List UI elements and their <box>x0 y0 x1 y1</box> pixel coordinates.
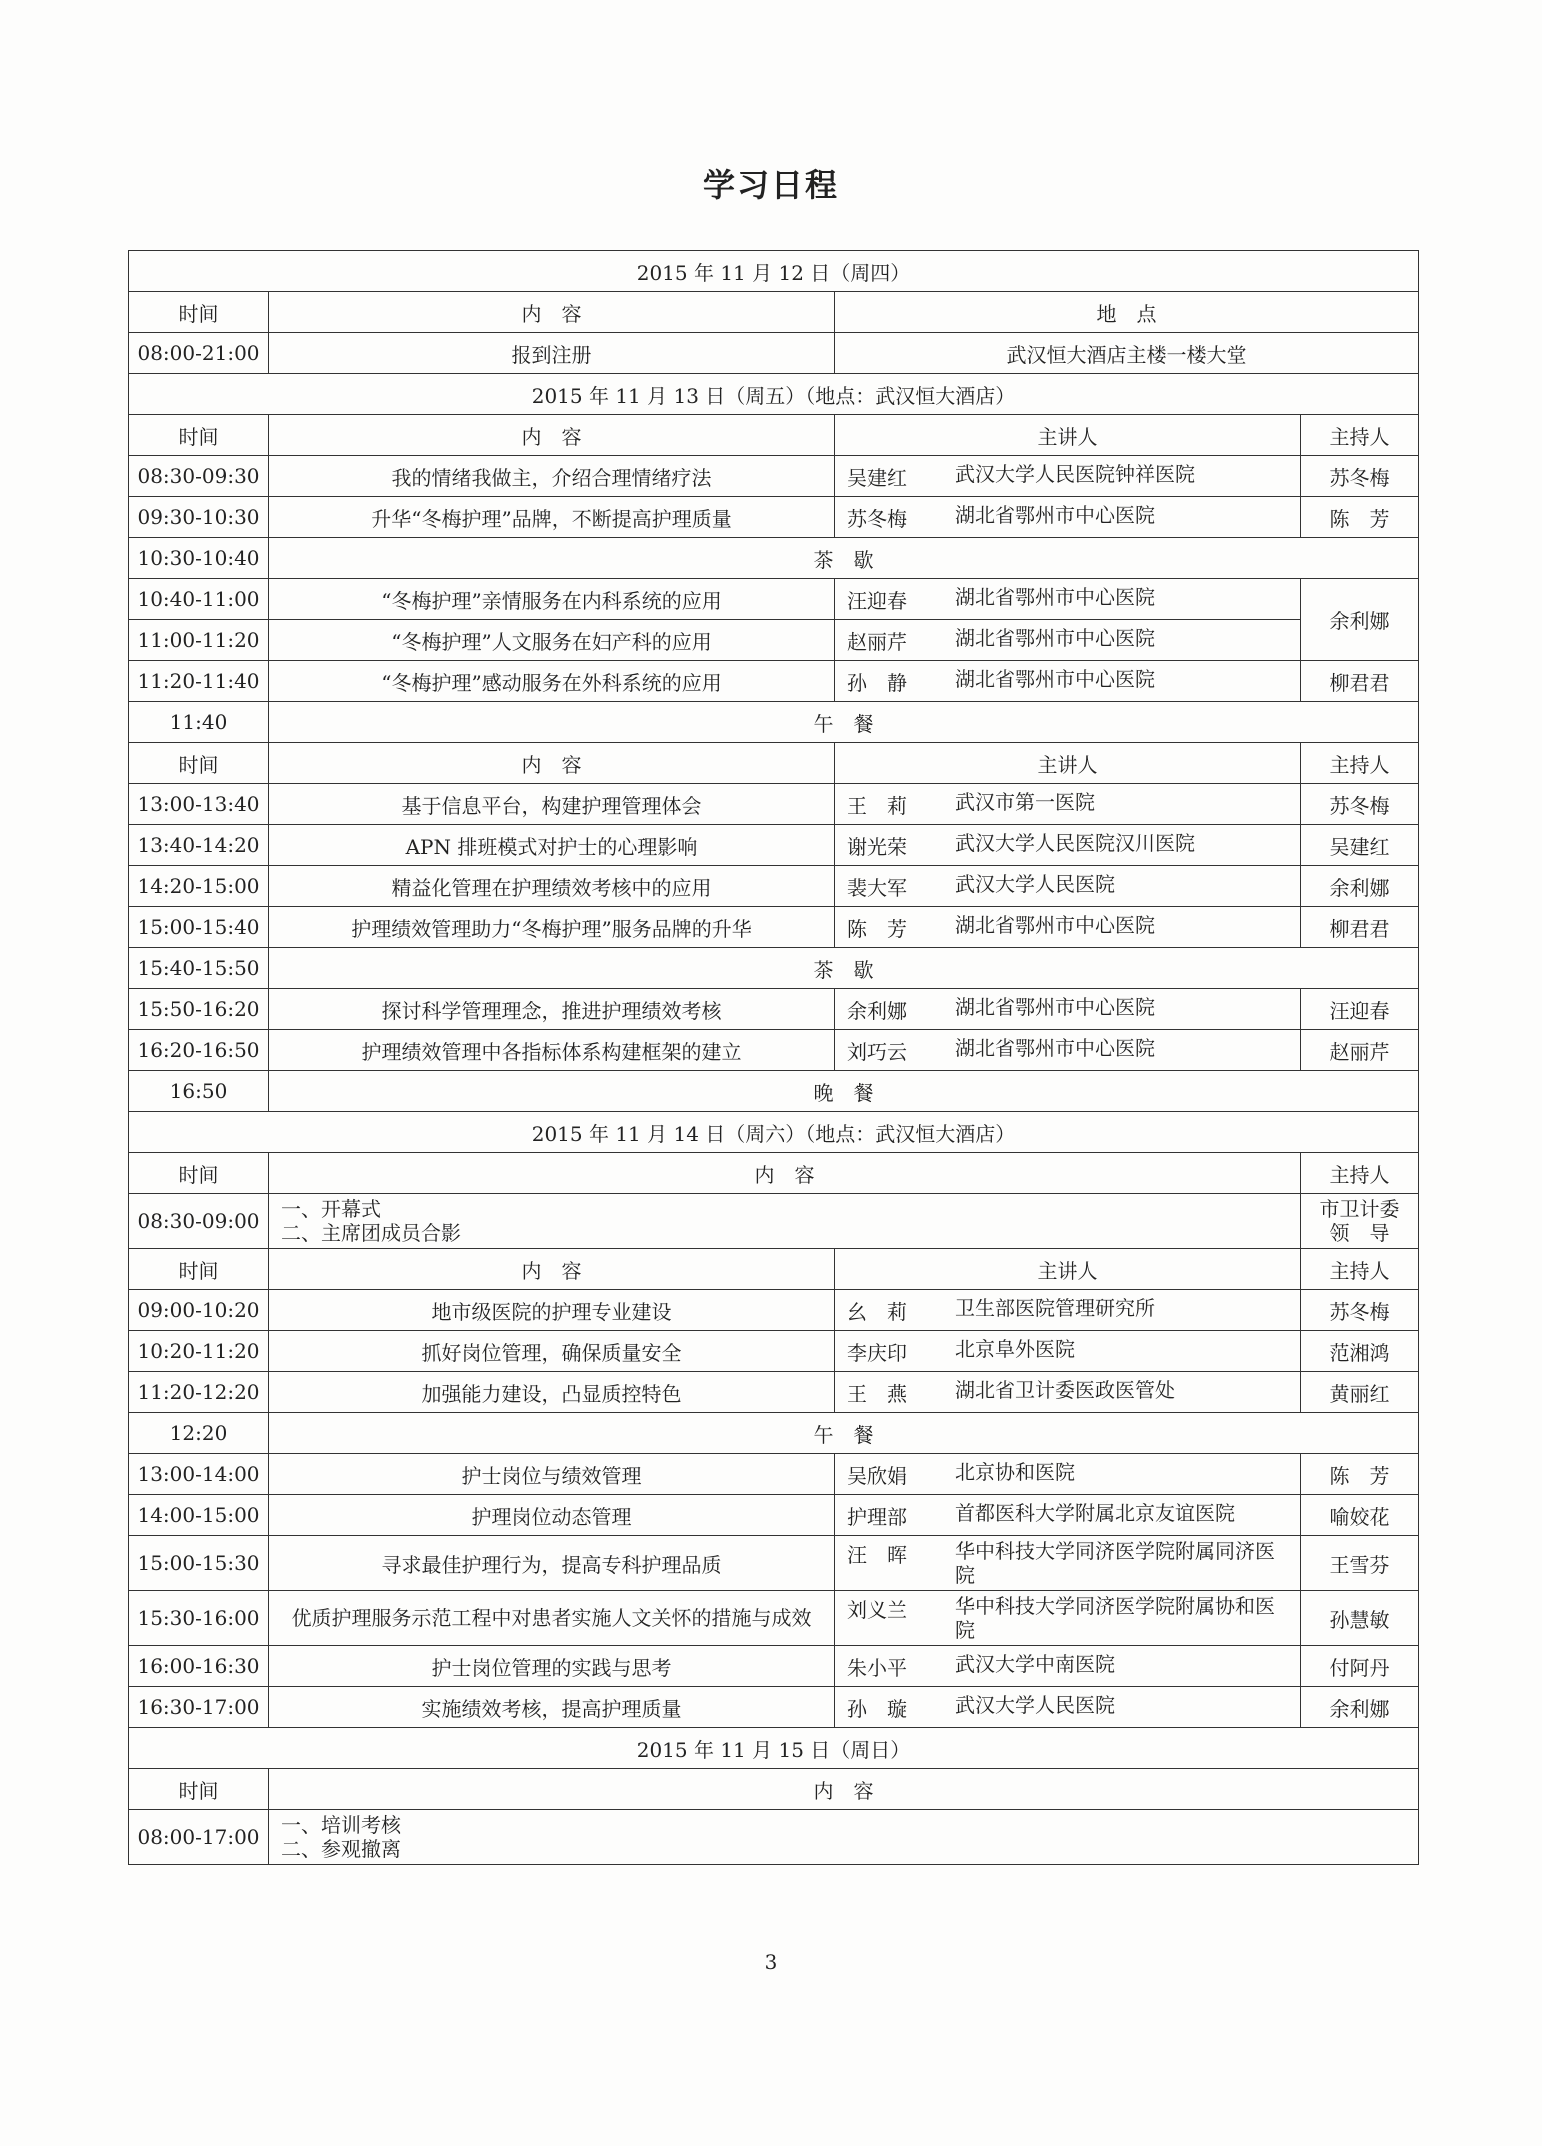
time-cell: 16:20-16:50 <box>129 1030 269 1071</box>
item-1: 一、培训考核 <box>281 1813 401 1837</box>
speaker-name: 汪 晖 <box>847 1543 907 1567</box>
host-cell: 汪迎春 <box>1301 989 1419 1030</box>
content-cell: 加强能力建设，凸显质控特色 <box>269 1372 835 1413</box>
content-cell: “冬梅护理”人文服务在妇产科的应用 <box>269 620 835 661</box>
table-row <box>129 1372 1419 1413</box>
speaker-cell <box>835 579 1301 620</box>
time-cell: 14:20-15:00 <box>129 866 269 907</box>
time-cell: 14:00-15:00 <box>129 1495 269 1536</box>
column-header-row <box>129 415 1419 456</box>
col-time: 时间 <box>129 743 269 784</box>
host-cell: 柳君君 <box>1301 661 1419 702</box>
col-host: 主持人 <box>1301 743 1419 784</box>
content-cell: 护理绩效管理助力“冬梅护理”服务品牌的升华 <box>269 907 835 948</box>
meal-label: 晚 餐 <box>269 1071 1419 1112</box>
host-cell: 余利娜 <box>1301 1687 1419 1728</box>
table-row <box>129 1030 1419 1071</box>
table-row <box>129 825 1419 866</box>
meal-row <box>129 702 1419 743</box>
speaker-name: 王 燕 <box>847 1381 907 1406</box>
speaker-name: 苏冬梅 <box>847 506 907 531</box>
host-cell: 付阿丹 <box>1301 1646 1419 1687</box>
col-time: 时间 <box>129 1769 269 1810</box>
content-cell <box>269 1810 1419 1865</box>
host-cell: 喻姣花 <box>1301 1495 1419 1536</box>
host-cell: 范湘鸿 <box>1301 1331 1419 1372</box>
content-cell <box>269 1194 1301 1249</box>
speaker-cell <box>835 1290 1301 1331</box>
time-cell: 11:20-12:20 <box>129 1372 269 1413</box>
column-header-row <box>129 743 1419 784</box>
time-cell: 15:00-15:40 <box>129 907 269 948</box>
host-cell: 王雪芬 <box>1301 1536 1419 1591</box>
speaker-cell <box>835 825 1301 866</box>
speaker-cell <box>835 1495 1301 1536</box>
table-row <box>129 907 1419 948</box>
content-cell: 报到注册 <box>269 333 835 374</box>
speaker-name: 刘巧云 <box>847 1039 907 1064</box>
col-host: 主持人 <box>1301 415 1419 456</box>
speaker-org: 湖北省鄂州市中心医院 <box>955 502 1155 527</box>
column-header-row <box>129 292 1419 333</box>
content-cell: 护理绩效管理中各指标体系构建框架的建立 <box>269 1030 835 1071</box>
speaker-cell <box>835 866 1301 907</box>
speaker-name: 余利娜 <box>847 998 907 1023</box>
speaker-org: 湖北省鄂州市中心医院 <box>955 994 1155 1019</box>
speaker-cell <box>835 1372 1301 1413</box>
col-content: 内 容 <box>269 1153 1301 1194</box>
host-cell: 余利娜 <box>1301 866 1419 907</box>
speaker-name: 刘义兰 <box>847 1598 907 1622</box>
day-header-row <box>129 1112 1419 1153</box>
time-cell: 13:00-14:00 <box>129 1454 269 1495</box>
table-row <box>129 1495 1419 1536</box>
speaker-org: 武汉大学人民医院汉川医院 <box>955 830 1195 855</box>
speaker-cell <box>835 1331 1301 1372</box>
time-cell: 09:30-10:30 <box>129 497 269 538</box>
speaker-name: 吴欣娟 <box>847 1463 907 1488</box>
page-title: 学习日程 <box>702 166 839 204</box>
content-cell: 基于信息平台，构建护理管理体会 <box>269 784 835 825</box>
time-cell: 10:20-11:20 <box>129 1331 269 1372</box>
speaker-org: 湖北省鄂州市中心医院 <box>955 1035 1155 1060</box>
speaker-org: 卫生部医院管理研究所 <box>955 1295 1155 1320</box>
table-row <box>129 989 1419 1030</box>
page-number: 3 <box>764 1950 778 1974</box>
time-cell: 08:30-09:30 <box>129 456 269 497</box>
col-location: 地 点 <box>835 292 1419 333</box>
host-cell: 赵丽芹 <box>1301 1030 1419 1071</box>
content-cell: 寻求最佳护理行为，提高专科护理品质 <box>269 1536 835 1591</box>
content-cell: 我的情绪我做主，介绍合理情绪疗法 <box>269 456 835 497</box>
speaker-name: 幺 莉 <box>847 1299 907 1324</box>
table-row <box>129 333 1419 374</box>
col-content: 内 容 <box>269 1769 1419 1810</box>
opening-item-1: 一、开幕式 <box>281 1197 381 1221</box>
speaker-name: 王 莉 <box>847 793 907 818</box>
col-time: 时间 <box>129 415 269 456</box>
speaker-cell <box>835 456 1301 497</box>
speaker-name: 赵丽芹 <box>847 629 907 654</box>
host-cell: 柳君君 <box>1301 907 1419 948</box>
host-line-1: 市卫计委 <box>1319 1197 1400 1221</box>
speaker-name: 裴大军 <box>847 875 907 900</box>
col-content: 内 容 <box>269 415 835 456</box>
speaker-cell <box>835 661 1301 702</box>
table-row <box>129 620 1419 661</box>
break-label: 茶 歇 <box>269 948 1419 989</box>
time-cell: 08:30-09:00 <box>129 1194 269 1249</box>
break-row <box>129 538 1419 579</box>
speaker-cell <box>835 1646 1301 1687</box>
table-row <box>129 1331 1419 1372</box>
table-row <box>129 456 1419 497</box>
col-time: 时间 <box>129 1153 269 1194</box>
table-row <box>129 1646 1419 1687</box>
speaker-cell <box>835 497 1301 538</box>
meal-row <box>129 1413 1419 1454</box>
host-cell: 孙慧敏 <box>1301 1591 1419 1646</box>
speaker-org: 武汉大学人民医院 <box>955 871 1115 896</box>
speaker-name: 谢光荣 <box>847 834 907 859</box>
table-row <box>129 784 1419 825</box>
table-row <box>129 661 1419 702</box>
time-cell: 10:40-11:00 <box>129 579 269 620</box>
speaker-org: 首都医科大学附属北京友谊医院 <box>955 1500 1235 1525</box>
speaker-name: 孙 璇 <box>847 1696 907 1721</box>
host-cell: 苏冬梅 <box>1301 456 1419 497</box>
time-cell: 11:00-11:20 <box>129 620 269 661</box>
speaker-org: 华中科技大学同济医学院附属协和医院 <box>955 1594 1275 1642</box>
col-speaker: 主讲人 <box>835 1249 1301 1290</box>
speaker-org: 湖北省鄂州市中心医院 <box>955 666 1155 691</box>
host-cell: 余利娜 <box>1301 579 1419 661</box>
day-header-row <box>129 251 1419 292</box>
table-row <box>129 1290 1419 1331</box>
host-cell: 陈 芳 <box>1301 1454 1419 1495</box>
time-cell: 09:00-10:20 <box>129 1290 269 1331</box>
speaker-org: 湖北省鄂州市中心医院 <box>955 584 1155 609</box>
host-cell <box>1301 1194 1419 1249</box>
content-cell: 实施绩效考核，提高护理质量 <box>269 1687 835 1728</box>
speaker-name: 护理部 <box>847 1504 907 1529</box>
speaker-cell <box>835 620 1301 661</box>
speaker-name: 吴建红 <box>847 465 907 490</box>
content-cell: 优质护理服务示范工程中对患者实施人文关怀的措施与成效 <box>269 1591 835 1646</box>
speaker-cell <box>835 1454 1301 1495</box>
content-cell: 护士岗位管理的实践与思考 <box>269 1646 835 1687</box>
col-speaker: 主讲人 <box>835 415 1301 456</box>
item-2: 二、参观撤离 <box>281 1837 401 1861</box>
speaker-name: 陈 芳 <box>847 916 907 941</box>
host-cell: 苏冬梅 <box>1301 1290 1419 1331</box>
time-cell: 11:40 <box>129 702 269 743</box>
time-cell: 16:00-16:30 <box>129 1646 269 1687</box>
table-row <box>129 497 1419 538</box>
time-cell: 15:40-15:50 <box>129 948 269 989</box>
col-time: 时间 <box>129 292 269 333</box>
day4-header: 2015 年 11 月 15 日（周日） <box>129 1728 1419 1769</box>
break-row <box>129 948 1419 989</box>
speaker-org: 武汉大学人民医院 <box>955 1692 1115 1717</box>
col-speaker: 主讲人 <box>835 743 1301 784</box>
time-cell: 15:50-16:20 <box>129 989 269 1030</box>
content-cell: 护士岗位与绩效管理 <box>269 1454 835 1495</box>
col-host: 主持人 <box>1301 1249 1419 1290</box>
column-header-row <box>129 1249 1419 1290</box>
speaker-name: 汪迎春 <box>847 588 907 613</box>
day-header-row <box>129 374 1419 415</box>
time-cell: 11:20-11:40 <box>129 661 269 702</box>
table-row <box>129 579 1419 620</box>
host-cell: 陈 芳 <box>1301 497 1419 538</box>
speaker-name: 孙 静 <box>847 670 907 695</box>
host-cell: 苏冬梅 <box>1301 784 1419 825</box>
table-row <box>129 1687 1419 1728</box>
time-cell: 10:30-10:40 <box>129 538 269 579</box>
speaker-org: 湖北省卫计委医政医管处 <box>955 1377 1175 1402</box>
day-header-row <box>129 1728 1419 1769</box>
speaker-name: 朱小平 <box>847 1655 907 1680</box>
time-cell: 13:40-14:20 <box>129 825 269 866</box>
content-cell: APN 排班模式对护士的心理影响 <box>269 825 835 866</box>
col-time: 时间 <box>129 1249 269 1290</box>
col-content: 内 容 <box>269 292 835 333</box>
day2-header: 2015 年 11 月 13 日（周五）（地点：武汉恒大酒店） <box>129 374 1419 415</box>
content-cell: 地市级医院的护理专业建设 <box>269 1290 835 1331</box>
time-cell: 15:00-15:30 <box>129 1536 269 1591</box>
break-label: 茶 歇 <box>269 538 1419 579</box>
speaker-cell <box>835 989 1301 1030</box>
host-cell: 黄丽红 <box>1301 1372 1419 1413</box>
col-content: 内 容 <box>269 743 835 784</box>
table-row <box>129 1536 1419 1591</box>
speaker-org: 北京阜外医院 <box>955 1336 1075 1361</box>
speaker-cell <box>835 1687 1301 1728</box>
location-cell: 武汉恒大酒店主楼一楼大堂 <box>835 333 1419 374</box>
speaker-org: 湖北省鄂州市中心医院 <box>955 625 1155 650</box>
meal-label: 午 餐 <box>269 702 1419 743</box>
time-cell: 16:50 <box>129 1071 269 1112</box>
meal-label: 午 餐 <box>269 1413 1419 1454</box>
content-cell: “冬梅护理”感动服务在外科系统的应用 <box>269 661 835 702</box>
table-row <box>129 866 1419 907</box>
content-cell: 精益化管理在护理绩效考核中的应用 <box>269 866 835 907</box>
table-row <box>129 1454 1419 1495</box>
speaker-cell <box>835 784 1301 825</box>
speaker-org: 湖北省鄂州市中心医院 <box>955 912 1155 937</box>
opening-item-2: 二、主席团成员合影 <box>281 1221 461 1245</box>
speaker-cell <box>835 1030 1301 1071</box>
content-cell: 探讨科学管理理念，推进护理绩效考核 <box>269 989 835 1030</box>
table-row <box>129 1591 1419 1646</box>
schedule-table <box>128 250 1419 1865</box>
time-cell: 08:00-17:00 <box>129 1810 269 1865</box>
time-cell: 08:00-21:00 <box>129 333 269 374</box>
column-header-row <box>129 1769 1419 1810</box>
speaker-org: 武汉大学人民医院钟祥医院 <box>955 461 1195 486</box>
speaker-cell <box>835 1591 1301 1646</box>
speaker-cell <box>835 1536 1301 1591</box>
time-cell: 15:30-16:00 <box>129 1591 269 1646</box>
host-line-2: 领 导 <box>1329 1221 1390 1245</box>
table-row <box>129 1810 1419 1865</box>
col-host: 主持人 <box>1301 1153 1419 1194</box>
content-cell: 护理岗位动态管理 <box>269 1495 835 1536</box>
speaker-name: 李庆印 <box>847 1340 907 1365</box>
speaker-cell <box>835 907 1301 948</box>
content-cell: 升华“冬梅护理”品牌，不断提高护理质量 <box>269 497 835 538</box>
table-row <box>129 1194 1419 1249</box>
day1-header: 2015 年 11 月 12 日（周四） <box>129 251 1419 292</box>
meal-row <box>129 1071 1419 1112</box>
time-cell: 16:30-17:00 <box>129 1687 269 1728</box>
content-cell: 抓好岗位管理，确保质量安全 <box>269 1331 835 1372</box>
col-content: 内 容 <box>269 1249 835 1290</box>
host-cell: 吴建红 <box>1301 825 1419 866</box>
speaker-org: 北京协和医院 <box>955 1459 1075 1484</box>
speaker-org: 武汉市第一医院 <box>955 789 1095 814</box>
time-cell: 12:20 <box>129 1413 269 1454</box>
content-cell: “冬梅护理”亲情服务在内科系统的应用 <box>269 579 835 620</box>
speaker-org: 武汉大学中南医院 <box>955 1651 1115 1676</box>
time-cell: 13:00-13:40 <box>129 784 269 825</box>
column-header-row <box>129 1153 1419 1194</box>
speaker-org: 华中科技大学同济医学院附属同济医院 <box>955 1539 1275 1587</box>
day3-header: 2015 年 11 月 14 日（周六）（地点：武汉恒大酒店） <box>129 1112 1419 1153</box>
